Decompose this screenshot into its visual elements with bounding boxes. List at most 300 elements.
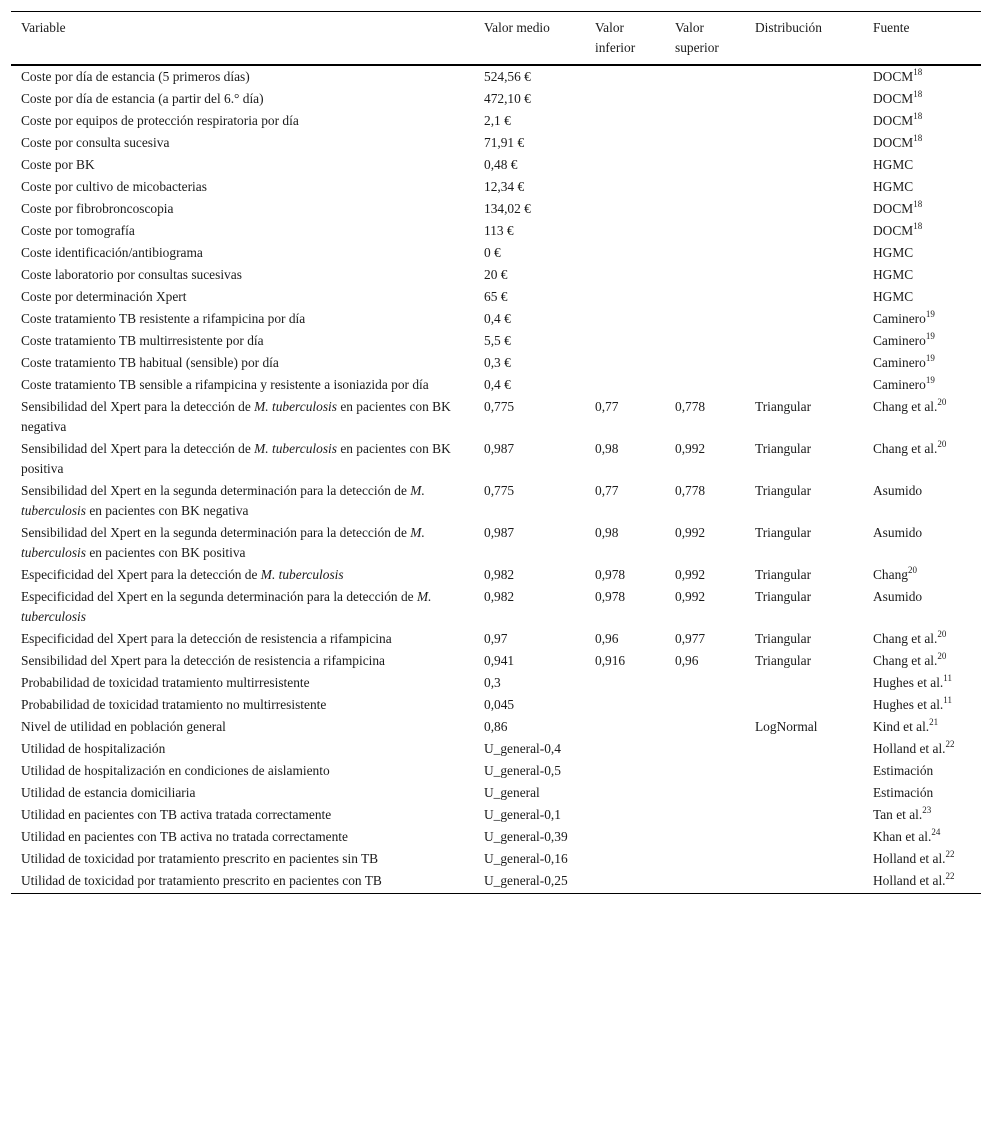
variable-text: Sensibilidad del Xpert para la detección de bbox=[21, 441, 255, 456]
table-row bbox=[11, 564, 981, 586]
cell-distribution: Triangular bbox=[755, 399, 812, 414]
cell-mean: U_general-0,1 bbox=[484, 807, 561, 822]
source-name: DOCM bbox=[873, 91, 914, 106]
cell-source bbox=[863, 65, 981, 88]
cell-source bbox=[863, 264, 981, 286]
cell-distribution bbox=[745, 826, 863, 848]
cell-source bbox=[863, 308, 981, 330]
source-name: Hughes et al. bbox=[873, 697, 944, 712]
table-row bbox=[11, 672, 981, 694]
cell-mean: 0,3 € bbox=[484, 355, 511, 370]
cell-variable: Utilidad de estancia domiciliaria bbox=[21, 785, 196, 800]
reference-number: 19 bbox=[925, 375, 935, 385]
table-row bbox=[11, 586, 981, 628]
cell-lower bbox=[585, 220, 665, 242]
cell-mean: 0,775 bbox=[484, 483, 515, 498]
cell-source bbox=[863, 522, 981, 564]
cell-mean: 0 € bbox=[484, 245, 501, 260]
cell-distribution bbox=[745, 672, 863, 694]
cell-source bbox=[863, 88, 981, 110]
cell-variable: Coste tratamiento TB habitual (sensible) por día bbox=[21, 355, 279, 370]
cell-lower bbox=[585, 760, 665, 782]
cell-lower bbox=[585, 848, 665, 870]
cell-distribution: Triangular bbox=[755, 589, 812, 604]
cell-upper: 0,992 bbox=[675, 567, 706, 582]
cell-distribution bbox=[745, 694, 863, 716]
source-name: Kind et al. bbox=[873, 719, 930, 734]
cell-source bbox=[863, 132, 981, 154]
cell-variable: Coste por determinación Xpert bbox=[21, 289, 187, 304]
cell-upper bbox=[665, 308, 745, 330]
cell-lower: 0,77 bbox=[595, 483, 619, 498]
table-row bbox=[11, 264, 981, 286]
cell-upper bbox=[665, 110, 745, 132]
cell-upper: 0,96 bbox=[675, 653, 699, 668]
cell-lower: 0,978 bbox=[595, 589, 626, 604]
cell-variable: Utilidad en pacientes con TB activa no tratada correctamente bbox=[21, 829, 348, 844]
cell-source bbox=[863, 154, 981, 176]
cell-mean: 65 € bbox=[484, 289, 508, 304]
cell-mean: 134,02 € bbox=[484, 201, 531, 216]
reference-number: 20 bbox=[937, 629, 947, 639]
cell-lower bbox=[585, 804, 665, 826]
table-row bbox=[11, 694, 981, 716]
cell-lower bbox=[585, 694, 665, 716]
cell-variable: Sensibilidad del Xpert para la detección de resistencia a rifampicina bbox=[21, 653, 385, 668]
variable-text-end: en pacientes con BK negativa bbox=[85, 503, 249, 518]
cell-mean: U_general-0,16 bbox=[484, 851, 568, 866]
organism-name: M. tuberculosis bbox=[254, 399, 337, 414]
cell-source bbox=[863, 870, 981, 894]
cell-distribution bbox=[745, 870, 863, 894]
cell-source bbox=[863, 110, 981, 132]
cell-upper bbox=[665, 848, 745, 870]
table-row bbox=[11, 220, 981, 242]
cell-mean: U_general bbox=[484, 785, 540, 800]
source-name: DOCM bbox=[873, 223, 914, 238]
cell-source bbox=[863, 352, 981, 374]
cell-upper: 0,778 bbox=[675, 399, 706, 414]
cell-mean: 71,91 € bbox=[484, 135, 525, 150]
organism-name: M. tuberculosis bbox=[254, 441, 337, 456]
source-name: DOCM bbox=[873, 135, 914, 150]
header-upper: Valor superior bbox=[675, 20, 719, 55]
cell-mean: 0,045 bbox=[484, 697, 515, 712]
cell-source bbox=[863, 242, 981, 264]
organism-name: M. tuberculosis bbox=[21, 589, 432, 624]
cell-distribution bbox=[745, 154, 863, 176]
cell-lower bbox=[585, 88, 665, 110]
cell-mean: 0,3 bbox=[484, 675, 501, 690]
cell-mean: 0,48 € bbox=[484, 157, 518, 172]
cell-mean: 0,987 bbox=[484, 525, 515, 540]
source-name: Estimación bbox=[873, 785, 934, 800]
source-name: Hughes et al. bbox=[873, 675, 944, 690]
source-name: Holland et al. bbox=[873, 873, 946, 888]
reference-number: 19 bbox=[925, 309, 935, 319]
cell-variable: Probabilidad de toxicidad tratamiento no multirresistente bbox=[21, 697, 327, 712]
reference-number: 18 bbox=[913, 133, 923, 143]
source-name: Estimación bbox=[873, 763, 934, 778]
parameters-table bbox=[11, 11, 981, 894]
source-name: HGMC bbox=[873, 289, 914, 304]
source-name: Chang et al. bbox=[873, 653, 938, 668]
reference-number: 18 bbox=[913, 199, 923, 209]
cell-variable: Coste por fibrobroncoscopia bbox=[21, 201, 174, 216]
cell-distribution bbox=[745, 110, 863, 132]
cell-distribution bbox=[745, 286, 863, 308]
variable-text-end: en pacientes con BK positiva bbox=[21, 441, 451, 476]
table-header bbox=[11, 12, 981, 66]
cell-source bbox=[863, 782, 981, 804]
source-name: Chang et al. bbox=[873, 631, 938, 646]
source-name: Khan et al. bbox=[873, 829, 932, 844]
cell-variable bbox=[11, 564, 474, 586]
cell-distribution bbox=[745, 88, 863, 110]
cell-mean: 0,941 bbox=[484, 653, 515, 668]
variable-text: Sensibilidad del Xpert en la segunda determinación para la detección de bbox=[21, 483, 411, 498]
table-row bbox=[11, 330, 981, 352]
cell-variable: Coste tratamiento TB multirresistente por día bbox=[21, 333, 264, 348]
cell-variable bbox=[11, 480, 474, 522]
reference-number: 19 bbox=[925, 331, 935, 341]
cell-source bbox=[863, 220, 981, 242]
cell-variable: Coste por tomografía bbox=[21, 223, 135, 238]
cell-source bbox=[863, 374, 981, 396]
table-row bbox=[11, 176, 981, 198]
cell-upper: 0,992 bbox=[675, 525, 706, 540]
cell-lower bbox=[585, 716, 665, 738]
source-name: Chang et al. bbox=[873, 399, 938, 414]
table-row bbox=[11, 88, 981, 110]
header-mean: Valor medio bbox=[484, 20, 550, 35]
cell-variable: Especificidad del Xpert para la detección de resistencia a rifampicina bbox=[21, 631, 392, 646]
cell-upper bbox=[665, 870, 745, 894]
cell-upper bbox=[665, 782, 745, 804]
cell-upper bbox=[665, 154, 745, 176]
cell-variable: Coste por cultivo de micobacterias bbox=[21, 179, 207, 194]
table-row bbox=[11, 65, 981, 88]
cell-distribution bbox=[745, 176, 863, 198]
cell-variable: Utilidad de hospitalización en condiciones de aislamiento bbox=[21, 763, 330, 778]
table-row bbox=[11, 522, 981, 564]
cell-variable: Utilidad en pacientes con TB activa tratada correctamente bbox=[21, 807, 332, 822]
cell-distribution: LogNormal bbox=[755, 719, 818, 734]
cell-upper: 0,778 bbox=[675, 483, 706, 498]
cell-variable: Coste laboratorio por consultas sucesivas bbox=[21, 267, 242, 282]
table-row bbox=[11, 154, 981, 176]
cell-upper bbox=[665, 760, 745, 782]
cell-source bbox=[863, 738, 981, 760]
cell-upper: 0,992 bbox=[675, 441, 706, 456]
reference-number: 22 bbox=[945, 871, 955, 881]
cell-upper bbox=[665, 286, 745, 308]
cell-distribution: Triangular bbox=[755, 631, 812, 646]
cell-lower bbox=[585, 198, 665, 220]
reference-number: 18 bbox=[913, 67, 923, 77]
source-name: Caminero bbox=[873, 333, 926, 348]
organism-name: M. tuberculosis bbox=[21, 483, 425, 518]
cell-lower bbox=[585, 352, 665, 374]
table-row bbox=[11, 352, 981, 374]
cell-distribution bbox=[745, 848, 863, 870]
cell-source bbox=[863, 716, 981, 738]
cell-upper bbox=[665, 132, 745, 154]
cell-distribution: Triangular bbox=[755, 441, 812, 456]
cell-distribution bbox=[745, 738, 863, 760]
source-name: HGMC bbox=[873, 179, 914, 194]
cell-mean: U_general-0,39 bbox=[484, 829, 568, 844]
cell-source bbox=[863, 176, 981, 198]
cell-lower bbox=[585, 738, 665, 760]
cell-mean: 20 € bbox=[484, 267, 508, 282]
cell-variable: Coste por día de estancia (a partir del 6.° día) bbox=[21, 91, 264, 106]
table-row bbox=[11, 110, 981, 132]
cell-source bbox=[863, 480, 981, 522]
cell-upper bbox=[665, 264, 745, 286]
table-row bbox=[11, 826, 981, 848]
cell-lower bbox=[585, 330, 665, 352]
cell-variable: Coste por BK bbox=[21, 157, 95, 172]
table-row bbox=[11, 396, 981, 438]
variable-text-end: en pacientes con BK negativa bbox=[21, 399, 451, 434]
cell-variable bbox=[11, 586, 474, 628]
cell-upper bbox=[665, 672, 745, 694]
cell-lower bbox=[585, 870, 665, 894]
cell-upper bbox=[665, 176, 745, 198]
cell-mean: 113 € bbox=[484, 223, 514, 238]
cell-mean: 0,97 bbox=[484, 631, 508, 646]
table-row bbox=[11, 870, 981, 894]
cell-source bbox=[863, 694, 981, 716]
table-row bbox=[11, 738, 981, 760]
variable-text: Especificidad del Xpert en la segunda determinación para la detección de bbox=[21, 589, 417, 604]
cell-source bbox=[863, 564, 981, 586]
cell-variable: Coste por equipos de protección respiratoria por día bbox=[21, 113, 299, 128]
header-source: Fuente bbox=[873, 20, 910, 35]
header-variable: Variable bbox=[21, 20, 66, 35]
table-row bbox=[11, 650, 981, 672]
cell-lower: 0,77 bbox=[595, 399, 619, 414]
cell-variable: Nivel de utilidad en población general bbox=[21, 719, 226, 734]
cell-upper bbox=[665, 220, 745, 242]
cell-variable: Coste tratamiento TB resistente a rifampicina por día bbox=[21, 311, 306, 326]
cell-mean: 2,1 € bbox=[484, 113, 511, 128]
source-name: Holland et al. bbox=[873, 741, 946, 756]
source-name: Caminero bbox=[873, 355, 926, 370]
cell-mean: 5,5 € bbox=[484, 333, 511, 348]
table-row bbox=[11, 132, 981, 154]
header-row bbox=[11, 12, 981, 66]
reference-number: 11 bbox=[943, 673, 952, 683]
cell-distribution bbox=[745, 308, 863, 330]
cell-lower bbox=[585, 154, 665, 176]
cell-variable bbox=[11, 522, 474, 564]
cell-distribution bbox=[745, 220, 863, 242]
cell-distribution: Triangular bbox=[755, 653, 812, 668]
cell-source bbox=[863, 628, 981, 650]
cell-variable: Probabilidad de toxicidad tratamiento multirresistente bbox=[21, 675, 310, 690]
reference-number: 19 bbox=[925, 353, 935, 363]
cell-distribution bbox=[745, 352, 863, 374]
cell-lower bbox=[585, 242, 665, 264]
cell-distribution bbox=[745, 198, 863, 220]
source-name: DOCM bbox=[873, 113, 914, 128]
cell-upper bbox=[665, 826, 745, 848]
cell-variable: Coste por día de estancia (5 primeros días) bbox=[21, 69, 250, 84]
variable-text: Sensibilidad del Xpert en la segunda determinación para la detección de bbox=[21, 525, 411, 540]
cell-variable bbox=[11, 396, 474, 438]
cell-lower bbox=[585, 826, 665, 848]
cell-source bbox=[863, 672, 981, 694]
reference-number: 20 bbox=[937, 651, 947, 661]
cell-upper bbox=[665, 330, 745, 352]
header-lower: Valor inferior bbox=[595, 20, 636, 55]
reference-number: 18 bbox=[913, 221, 923, 231]
cell-distribution bbox=[745, 242, 863, 264]
source-name: Asumido bbox=[873, 483, 923, 498]
source-name: Caminero bbox=[873, 311, 926, 326]
table-row bbox=[11, 198, 981, 220]
cell-upper bbox=[665, 242, 745, 264]
cell-upper bbox=[665, 352, 745, 374]
source-name: Tan et al. bbox=[873, 807, 923, 822]
source-name: Asumido bbox=[873, 525, 923, 540]
cell-distribution: Triangular bbox=[755, 483, 812, 498]
table-row bbox=[11, 308, 981, 330]
cell-upper: 0,992 bbox=[675, 589, 706, 604]
reference-number: 18 bbox=[913, 89, 923, 99]
cell-source bbox=[863, 286, 981, 308]
cell-distribution: Triangular bbox=[755, 567, 812, 582]
source-name: Chang et al. bbox=[873, 441, 938, 456]
reference-number: 18 bbox=[913, 111, 923, 121]
cell-source bbox=[863, 760, 981, 782]
table-row bbox=[11, 628, 981, 650]
reference-number: 22 bbox=[945, 739, 955, 749]
header-distribution: Distribución bbox=[755, 20, 822, 35]
cell-distribution bbox=[745, 804, 863, 826]
source-name: DOCM bbox=[873, 69, 914, 84]
source-name: DOCM bbox=[873, 201, 914, 216]
reference-number: 22 bbox=[945, 849, 955, 859]
organism-name: M. tuberculosis bbox=[21, 525, 425, 560]
table-row bbox=[11, 804, 981, 826]
cell-variable bbox=[11, 438, 474, 480]
reference-number: 21 bbox=[929, 717, 939, 727]
cell-variable: Coste identificación/antibiograma bbox=[21, 245, 203, 260]
reference-number: 24 bbox=[931, 827, 941, 837]
variable-text: Sensibilidad del Xpert para la detección de bbox=[21, 399, 255, 414]
reference-number: 20 bbox=[937, 397, 947, 407]
table-row bbox=[11, 286, 981, 308]
variable-text-end: en pacientes con BK positiva bbox=[85, 545, 246, 560]
cell-lower bbox=[585, 286, 665, 308]
source-name: Asumido bbox=[873, 589, 923, 604]
cell-variable: Coste por consulta sucesiva bbox=[21, 135, 170, 150]
variable-text: Especificidad del Xpert para la detección de bbox=[21, 567, 261, 582]
cell-lower: 0,96 bbox=[595, 631, 619, 646]
source-name: Caminero bbox=[873, 377, 926, 392]
cell-source bbox=[863, 804, 981, 826]
cell-lower bbox=[585, 110, 665, 132]
cell-mean: U_general-0,4 bbox=[484, 741, 561, 756]
cell-source bbox=[863, 330, 981, 352]
cell-upper bbox=[665, 374, 745, 396]
cell-mean: 0,982 bbox=[484, 567, 515, 582]
cell-lower bbox=[585, 374, 665, 396]
cell-distribution bbox=[745, 760, 863, 782]
cell-mean: 0,86 bbox=[484, 719, 508, 734]
cell-lower: 0,98 bbox=[595, 441, 619, 456]
cell-variable: Utilidad de toxicidad por tratamiento prescrito en pacientes con TB bbox=[21, 873, 382, 888]
cell-variable: Utilidad de toxicidad por tratamiento prescrito en pacientes sin TB bbox=[21, 851, 379, 866]
cell-lower bbox=[585, 308, 665, 330]
table-row bbox=[11, 374, 981, 396]
cell-source bbox=[863, 198, 981, 220]
cell-upper: 0,977 bbox=[675, 631, 706, 646]
cell-source bbox=[863, 848, 981, 870]
cell-lower: 0,978 bbox=[595, 567, 626, 582]
cell-source bbox=[863, 650, 981, 672]
cell-mean: 0,982 bbox=[484, 589, 515, 604]
cell-mean: 0,4 € bbox=[484, 311, 511, 326]
cell-mean: U_general-0,5 bbox=[484, 763, 561, 778]
cell-source bbox=[863, 826, 981, 848]
organism-name: M. tuberculosis bbox=[260, 567, 344, 582]
cell-mean: 0,987 bbox=[484, 441, 515, 456]
cell-upper bbox=[665, 88, 745, 110]
reference-number: 20 bbox=[907, 565, 917, 575]
cell-lower bbox=[585, 132, 665, 154]
reference-number: 23 bbox=[922, 805, 932, 815]
cell-lower bbox=[585, 264, 665, 286]
cell-lower bbox=[585, 672, 665, 694]
cell-lower: 0,916 bbox=[595, 653, 626, 668]
cell-lower bbox=[585, 65, 665, 88]
source-name: Holland et al. bbox=[873, 851, 946, 866]
source-name: Chang bbox=[873, 567, 908, 582]
cell-source bbox=[863, 438, 981, 480]
cell-mean: 524,56 € bbox=[484, 69, 531, 84]
table-row bbox=[11, 242, 981, 264]
cell-variable: Coste tratamiento TB sensible a rifampicina y resistente a isoniazida por día bbox=[21, 377, 429, 392]
cell-distribution bbox=[745, 782, 863, 804]
cell-distribution bbox=[745, 330, 863, 352]
cell-upper bbox=[665, 804, 745, 826]
cell-mean: 0,4 € bbox=[484, 377, 511, 392]
table-row bbox=[11, 782, 981, 804]
table-row bbox=[11, 716, 981, 738]
cell-distribution bbox=[745, 264, 863, 286]
source-name: HGMC bbox=[873, 245, 914, 260]
cell-variable: Utilidad de hospitalización bbox=[21, 741, 166, 756]
cell-source bbox=[863, 586, 981, 628]
cell-upper bbox=[665, 65, 745, 88]
cell-distribution bbox=[745, 374, 863, 396]
table-row bbox=[11, 438, 981, 480]
cell-mean: 12,34 € bbox=[484, 179, 525, 194]
reference-number: 11 bbox=[943, 695, 952, 705]
cell-upper bbox=[665, 694, 745, 716]
table-row bbox=[11, 760, 981, 782]
cell-distribution bbox=[745, 65, 863, 88]
cell-mean: U_general-0,25 bbox=[484, 873, 568, 888]
cell-upper bbox=[665, 716, 745, 738]
cell-distribution: Triangular bbox=[755, 525, 812, 540]
source-name: HGMC bbox=[873, 267, 914, 282]
table-row bbox=[11, 848, 981, 870]
